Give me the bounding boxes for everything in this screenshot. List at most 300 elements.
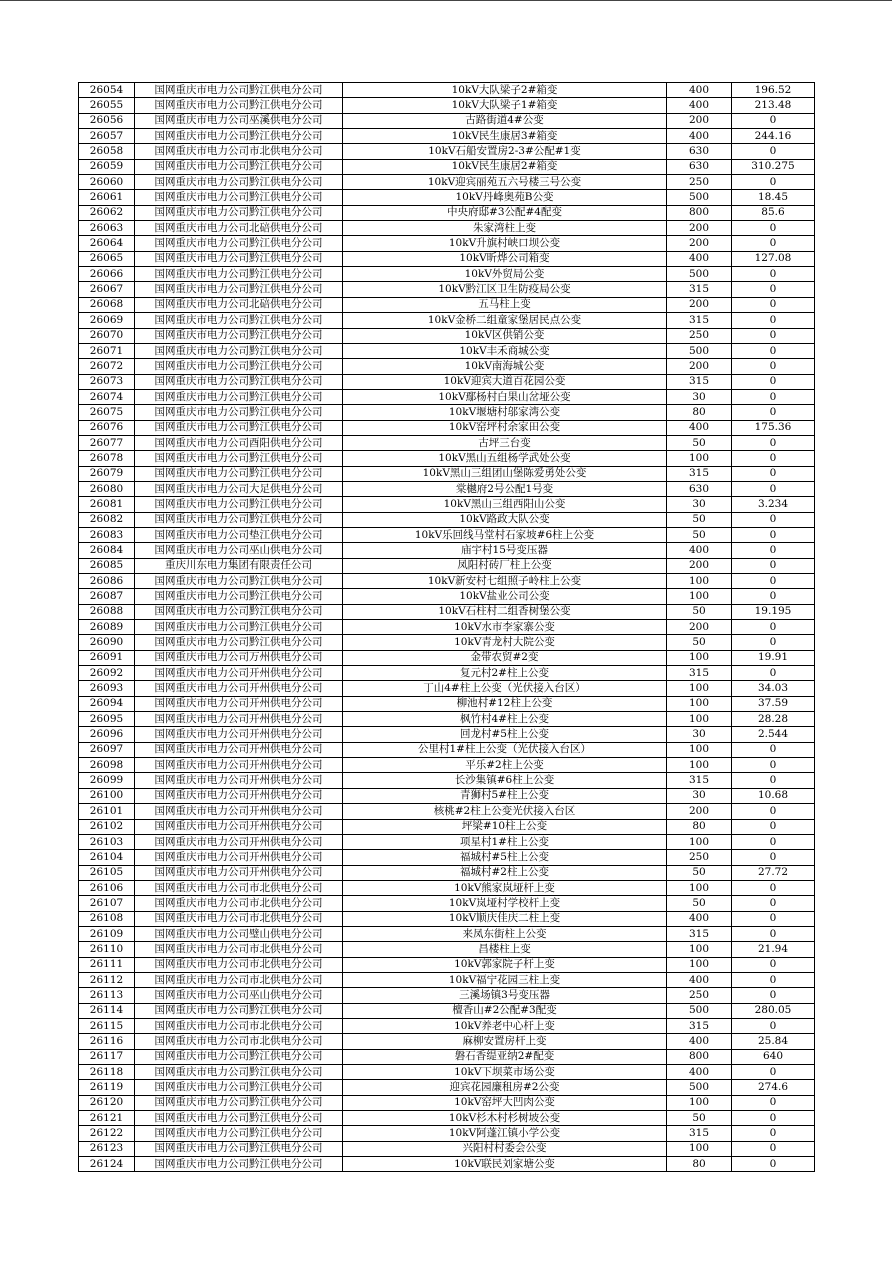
capacity-cell: 100 [667,574,732,589]
value-cell: 0 [732,558,815,573]
transformer-name-cell: 10kV迎宾丽苑五六号楼三号公变 [343,175,667,190]
transformer-name-cell: 10kV民生康居2#箱变 [343,159,667,174]
company-cell: 国网重庆市电力公司黔江供电分公司 [135,1111,343,1126]
value-cell: 0 [732,313,815,328]
transformer-name-cell: 10kV路政大队公变 [343,512,667,527]
transformer-name-cell: 10kV丰禾商城公变 [343,343,667,358]
row-id-cell: 26055 [79,98,135,113]
table-row [79,527,815,542]
row-id-cell: 26118 [79,1065,135,1080]
company-cell: 国网重庆市电力公司开州供电分公司 [135,727,343,742]
row-id-cell: 26095 [79,712,135,727]
transformer-name-cell: 坪梁#10柱上公变 [343,819,667,834]
capacity-cell: 500 [667,1080,732,1095]
table-row [79,466,815,481]
value-cell: 0 [732,666,815,681]
row-id-cell: 26092 [79,666,135,681]
row-id-cell: 26063 [79,221,135,236]
capacity-cell: 80 [667,405,732,420]
table-row [79,113,815,128]
value-cell: 0 [732,635,815,650]
company-cell: 国网重庆市电力公司北碚供电分公司 [135,221,343,236]
company-cell: 国网重庆市电力公司黔江供电分公司 [135,98,343,113]
table-row [79,804,815,819]
value-cell: 0 [732,359,815,374]
company-cell: 国网重庆市电力公司黔江供电分公司 [135,1080,343,1095]
capacity-cell: 80 [667,819,732,834]
row-id-cell: 26059 [79,159,135,174]
row-id-cell: 26099 [79,773,135,788]
transformer-name-cell: 丁山4#柱上公变（光伏接入台区） [343,681,667,696]
value-cell: 0 [732,282,815,297]
table-row [79,190,815,205]
capacity-cell: 100 [667,1095,732,1110]
row-id-cell: 26085 [79,558,135,573]
capacity-cell: 400 [667,98,732,113]
capacity-cell: 100 [667,1141,732,1156]
row-id-cell: 26101 [79,804,135,819]
table-row [79,865,815,880]
value-cell: 0 [732,236,815,251]
company-cell: 国网重庆市电力公司黔江供电分公司 [135,282,343,297]
row-id-cell: 26078 [79,451,135,466]
value-cell: 10.68 [732,788,815,803]
table-row [79,236,815,251]
capacity-cell: 315 [667,1018,732,1033]
table-row [79,1080,815,1095]
row-id-cell: 26058 [79,144,135,159]
capacity-cell: 50 [667,527,732,542]
row-id-cell: 26056 [79,113,135,128]
table-row [79,942,815,957]
row-id-cell: 26060 [79,175,135,190]
table-row [79,98,815,113]
table-row [79,175,815,190]
transformer-name-cell: 10kV外贸局公变 [343,267,667,282]
transformer-name-cell: 福城村#5柱上公变 [343,850,667,865]
transformer-name-cell: 中央府邸#3公配#4配变 [343,205,667,220]
table-row [79,205,815,220]
page-top-rule [0,0,892,1]
transformer-name-cell: 10kV顺庆佳庆二柱上变 [343,911,667,926]
transformer-name-cell: 10kV区供销公变 [343,328,667,343]
transformer-name-cell: 10kV石船安置房2-3#公配#1变 [343,144,667,159]
value-cell: 0 [732,620,815,635]
table-row [79,635,815,650]
capacity-cell: 50 [667,435,732,450]
capacity-cell: 100 [667,696,732,711]
transformer-name-cell: 10kV岚垭村学校杆上变 [343,896,667,911]
transformer-name-cell: 10kV丹峰奥苑B公变 [343,190,667,205]
company-cell: 国网重庆市电力公司北碚供电分公司 [135,297,343,312]
row-id-cell: 26094 [79,696,135,711]
row-id-cell: 26102 [79,819,135,834]
company-cell: 国网重庆市电力公司市北供电分公司 [135,1018,343,1033]
capacity-cell: 50 [667,604,732,619]
row-id-cell: 26072 [79,359,135,374]
table-row [79,497,815,512]
row-id-cell: 26104 [79,850,135,865]
transformer-name-cell: 檀香山#2公配#3配变 [343,1003,667,1018]
company-cell: 国网重庆市电力公司黔江供电分公司 [135,1126,343,1141]
table-row [79,834,815,849]
value-cell: 0 [732,267,815,282]
table-row [79,282,815,297]
capacity-cell: 200 [667,297,732,312]
capacity-cell: 100 [667,880,732,895]
value-cell: 0 [732,819,815,834]
capacity-cell: 100 [667,957,732,972]
value-cell: 28.28 [732,712,815,727]
capacity-cell: 100 [667,681,732,696]
transformer-name-cell: 10kV阿蓬江镇小学公变 [343,1126,667,1141]
table-row [79,758,815,773]
capacity-cell: 630 [667,481,732,496]
company-cell: 国网重庆市电力公司开州供电分公司 [135,666,343,681]
table-row [79,481,815,496]
capacity-cell: 30 [667,389,732,404]
value-cell: 27.72 [732,865,815,880]
table-row [79,773,815,788]
company-cell: 国网重庆市电力公司黔江供电分公司 [135,251,343,266]
table-row [79,435,815,450]
table-row [79,850,815,865]
row-id-cell: 26061 [79,190,135,205]
row-id-cell: 26093 [79,681,135,696]
row-id-cell: 26077 [79,435,135,450]
company-cell: 国网重庆市电力公司璧山供电分公司 [135,926,343,941]
capacity-cell: 200 [667,804,732,819]
value-cell: 274.6 [732,1080,815,1095]
table-row [79,129,815,144]
table-row [79,1018,815,1033]
capacity-cell: 50 [667,1111,732,1126]
transformer-name-cell: 10kV水市李家寨公变 [343,620,667,635]
row-id-cell: 26119 [79,1080,135,1095]
value-cell: 0 [732,896,815,911]
capacity-cell: 50 [667,635,732,650]
table-row [79,221,815,236]
company-cell: 国网重庆市电力公司黔江供电分公司 [135,129,343,144]
transformer-name-cell: 朱家湾柱上变 [343,221,667,236]
transformer-table [78,82,815,1172]
value-cell: 0 [732,374,815,389]
company-cell: 国网重庆市电力公司巫山供电分公司 [135,543,343,558]
row-id-cell: 26062 [79,205,135,220]
transformer-name-cell: 五马柱上变 [343,297,667,312]
row-id-cell: 26112 [79,972,135,987]
value-cell: 0 [732,113,815,128]
company-cell: 国网重庆市电力公司黔江供电分公司 [135,1157,343,1172]
table-row [79,972,815,987]
table-row [79,328,815,343]
transformer-name-cell: 平乐#2柱上公变 [343,758,667,773]
company-cell: 国网重庆市电力公司市北供电分公司 [135,972,343,987]
company-cell: 国网重庆市电力公司开州供电分公司 [135,758,343,773]
company-cell: 国网重庆市电力公司开州供电分公司 [135,865,343,880]
row-id-cell: 26100 [79,788,135,803]
value-cell: 0 [732,758,815,773]
company-cell: 国网重庆市电力公司开州供电分公司 [135,696,343,711]
value-cell: 0 [732,773,815,788]
transformer-name-cell: 10kV郭家院子杆上变 [343,957,667,972]
transformer-name-cell: 兴阳村村委会公变 [343,1141,667,1156]
table-row [79,83,815,98]
capacity-cell: 400 [667,1034,732,1049]
transformer-name-cell: 回龙村#5柱上公变 [343,727,667,742]
table-row [79,589,815,604]
value-cell: 213.48 [732,98,815,113]
table-row [79,880,815,895]
company-cell: 国网重庆市电力公司黔江供电分公司 [135,175,343,190]
table-row [79,696,815,711]
transformer-name-cell: 公里村1#柱上公变（光伏接入台区） [343,742,667,757]
value-cell: 0 [732,1126,815,1141]
transformer-name-cell: 柳池村#12柱上公变 [343,696,667,711]
value-cell: 0 [732,988,815,1003]
value-cell: 34.03 [732,681,815,696]
company-cell: 国网重庆市电力公司黔江供电分公司 [135,83,343,98]
value-cell: 85.6 [732,205,815,220]
transformer-name-cell: 凤阳村砖厂柱上公变 [343,558,667,573]
capacity-cell: 100 [667,650,732,665]
capacity-cell: 100 [667,742,732,757]
transformer-name-cell: 10kV黔江区卫生防疫局公变 [343,282,667,297]
capacity-cell: 500 [667,267,732,282]
transformer-name-cell: 10kV下坝菜市场公变 [343,1065,667,1080]
capacity-cell: 100 [667,589,732,604]
capacity-cell: 200 [667,236,732,251]
value-cell: 0 [732,574,815,589]
company-cell: 国网重庆市电力公司万州供电分公司 [135,650,343,665]
capacity-cell: 500 [667,343,732,358]
company-cell: 国网重庆市电力公司市北供电分公司 [135,144,343,159]
transformer-name-cell: 10kV黑山三组西阳山公变 [343,497,667,512]
capacity-cell: 200 [667,221,732,236]
table-row [79,681,815,696]
row-id-cell: 26117 [79,1049,135,1064]
table-row [79,1111,815,1126]
company-cell: 国网重庆市电力公司开州供电分公司 [135,742,343,757]
transformer-name-cell: 10kV乐回线马堂村石家坡#6柱上公变 [343,527,667,542]
value-cell: 0 [732,435,815,450]
value-cell: 0 [732,1111,815,1126]
company-cell: 国网重庆市电力公司开州供电分公司 [135,788,343,803]
company-cell: 国网重庆市电力公司黔江供电分公司 [135,620,343,635]
value-cell: 127.08 [732,251,815,266]
value-cell: 19.195 [732,604,815,619]
row-id-cell: 26073 [79,374,135,389]
row-id-cell: 26103 [79,834,135,849]
company-cell: 国网重庆市电力公司大足供电分公司 [135,481,343,496]
table-row [79,650,815,665]
value-cell: 0 [732,1065,815,1080]
capacity-cell: 400 [667,543,732,558]
company-cell: 国网重庆市电力公司市北供电分公司 [135,1034,343,1049]
row-id-cell: 26079 [79,466,135,481]
capacity-cell: 200 [667,558,732,573]
company-cell: 国网重庆市电力公司黔江供电分公司 [135,1065,343,1080]
transformer-name-cell: 10kV南海城公变 [343,359,667,374]
table-row [79,420,815,435]
capacity-cell: 30 [667,788,732,803]
capacity-cell: 400 [667,972,732,987]
value-cell: 0 [732,343,815,358]
table-row [79,512,815,527]
row-id-cell: 26071 [79,343,135,358]
row-id-cell: 26082 [79,512,135,527]
capacity-cell: 250 [667,988,732,1003]
row-id-cell: 26081 [79,497,135,512]
company-cell: 国网重庆市电力公司开州供电分公司 [135,681,343,696]
row-id-cell: 26122 [79,1126,135,1141]
capacity-cell: 315 [667,313,732,328]
company-cell: 国网重庆市电力公司黔江供电分公司 [135,1003,343,1018]
capacity-cell: 100 [667,451,732,466]
capacity-cell: 400 [667,911,732,926]
company-cell: 国网重庆市电力公司黔江供电分公司 [135,574,343,589]
company-cell: 国网重庆市电力公司垫江供电分公司 [135,527,343,542]
table-row [79,313,815,328]
value-cell: 0 [732,389,815,404]
company-cell: 国网重庆市电力公司开州供电分公司 [135,804,343,819]
transformer-name-cell: 庙宇村15号变压器 [343,543,667,558]
transformer-name-cell: 10kV民生康居3#箱变 [343,129,667,144]
table-row [79,1034,815,1049]
table-row [79,911,815,926]
company-cell: 国网重庆市电力公司黔江供电分公司 [135,328,343,343]
value-cell: 0 [732,527,815,542]
value-cell: 3.234 [732,497,815,512]
row-id-cell: 26105 [79,865,135,880]
capacity-cell: 315 [667,282,732,297]
row-id-cell: 26120 [79,1095,135,1110]
value-cell: 0 [732,957,815,972]
company-cell: 国网重庆市电力公司黔江供电分公司 [135,420,343,435]
transformer-name-cell: 来凤东街柱上公变 [343,926,667,941]
company-cell: 国网重庆市电力公司市北供电分公司 [135,896,343,911]
row-id-cell: 26123 [79,1141,135,1156]
capacity-cell: 50 [667,896,732,911]
capacity-cell: 315 [667,1126,732,1141]
value-cell: 0 [732,1018,815,1033]
row-id-cell: 26088 [79,604,135,619]
table-row [79,144,815,159]
transformer-name-cell: 迎宾花园廉租房#2公变 [343,1080,667,1095]
company-cell: 国网重庆市电力公司黔江供电分公司 [135,236,343,251]
table-row [79,389,815,404]
transformer-name-cell: 10kV堰塘村邬家湾公变 [343,405,667,420]
row-id-cell: 26068 [79,297,135,312]
company-cell: 国网重庆市电力公司黔江供电分公司 [135,497,343,512]
value-cell: 25.84 [732,1034,815,1049]
transformer-name-cell: 10kV熊家岚垭杆上变 [343,880,667,895]
row-id-cell: 26075 [79,405,135,420]
transformer-name-cell: 复元村2#柱上公变 [343,666,667,681]
company-cell: 国网重庆市电力公司市北供电分公司 [135,942,343,957]
row-id-cell: 26107 [79,896,135,911]
value-cell: 2.544 [732,727,815,742]
company-cell: 国网重庆市电力公司黔江供电分公司 [135,512,343,527]
value-cell: 0 [732,1141,815,1156]
row-id-cell: 26087 [79,589,135,604]
transformer-name-cell: 10kV联民刘家塘公变 [343,1157,667,1172]
capacity-cell: 315 [667,666,732,681]
value-cell: 0 [732,512,815,527]
table-row [79,1157,815,1172]
value-cell: 0 [732,297,815,312]
value-cell: 0 [732,834,815,849]
value-cell: 18.45 [732,190,815,205]
capacity-cell: 200 [667,359,732,374]
transformer-name-cell: 青狮村5#柱上公变 [343,788,667,803]
table-row [79,558,815,573]
value-cell: 0 [732,972,815,987]
table-row [79,712,815,727]
company-cell: 重庆川东电力集团有限责任公司 [135,558,343,573]
value-cell: 0 [732,742,815,757]
table-row [79,788,815,803]
transformer-name-cell: 10kV新安村七组照子岭柱上公变 [343,574,667,589]
capacity-cell: 315 [667,374,732,389]
table-row [79,374,815,389]
value-cell: 0 [732,911,815,926]
row-id-cell: 26114 [79,1003,135,1018]
capacity-cell: 50 [667,512,732,527]
value-cell: 0 [732,221,815,236]
company-cell: 国网重庆市电力公司黔江供电分公司 [135,635,343,650]
table-row [79,267,815,282]
company-cell: 国网重庆市电力公司黔江供电分公司 [135,451,343,466]
row-id-cell: 26124 [79,1157,135,1172]
row-id-cell: 26111 [79,957,135,972]
table-row [79,819,815,834]
table-row [79,1126,815,1141]
value-cell: 280.05 [732,1003,815,1018]
value-cell: 310.275 [732,159,815,174]
company-cell: 国网重庆市电力公司巫溪供电分公司 [135,113,343,128]
row-id-cell: 26076 [79,420,135,435]
transformer-name-cell: 核桃#2柱上公变光伏接入台区 [343,804,667,819]
value-cell: 0 [732,451,815,466]
company-cell: 国网重庆市电力公司开州供电分公司 [135,773,343,788]
table-row [79,988,815,1003]
company-cell: 国网重庆市电力公司黔江供电分公司 [135,343,343,358]
table-row [79,1141,815,1156]
capacity-cell: 200 [667,620,732,635]
row-id-cell: 26110 [79,942,135,957]
row-id-cell: 26066 [79,267,135,282]
row-id-cell: 26064 [79,236,135,251]
transformer-name-cell: 古坪三台变 [343,435,667,450]
capacity-cell: 400 [667,251,732,266]
transformer-name-cell: 棠樾府2号公配1号变 [343,481,667,496]
company-cell: 国网重庆市电力公司黔江供电分公司 [135,313,343,328]
transformer-name-cell: 三溪场镇3号变压器 [343,988,667,1003]
transformer-name-cell: 10kV鄢杨村白果山岔垭公变 [343,389,667,404]
table-row [79,742,815,757]
table-row [79,727,815,742]
transformer-name-cell: 10kV迎宾大道百花园公变 [343,374,667,389]
value-cell: 0 [732,804,815,819]
table-row [79,251,815,266]
table-row [79,620,815,635]
company-cell: 国网重庆市电力公司黔江供电分公司 [135,205,343,220]
value-cell: 0 [732,175,815,190]
table-row [79,343,815,358]
company-cell: 国网重庆市电力公司开州供电分公司 [135,834,343,849]
row-id-cell: 26057 [79,129,135,144]
